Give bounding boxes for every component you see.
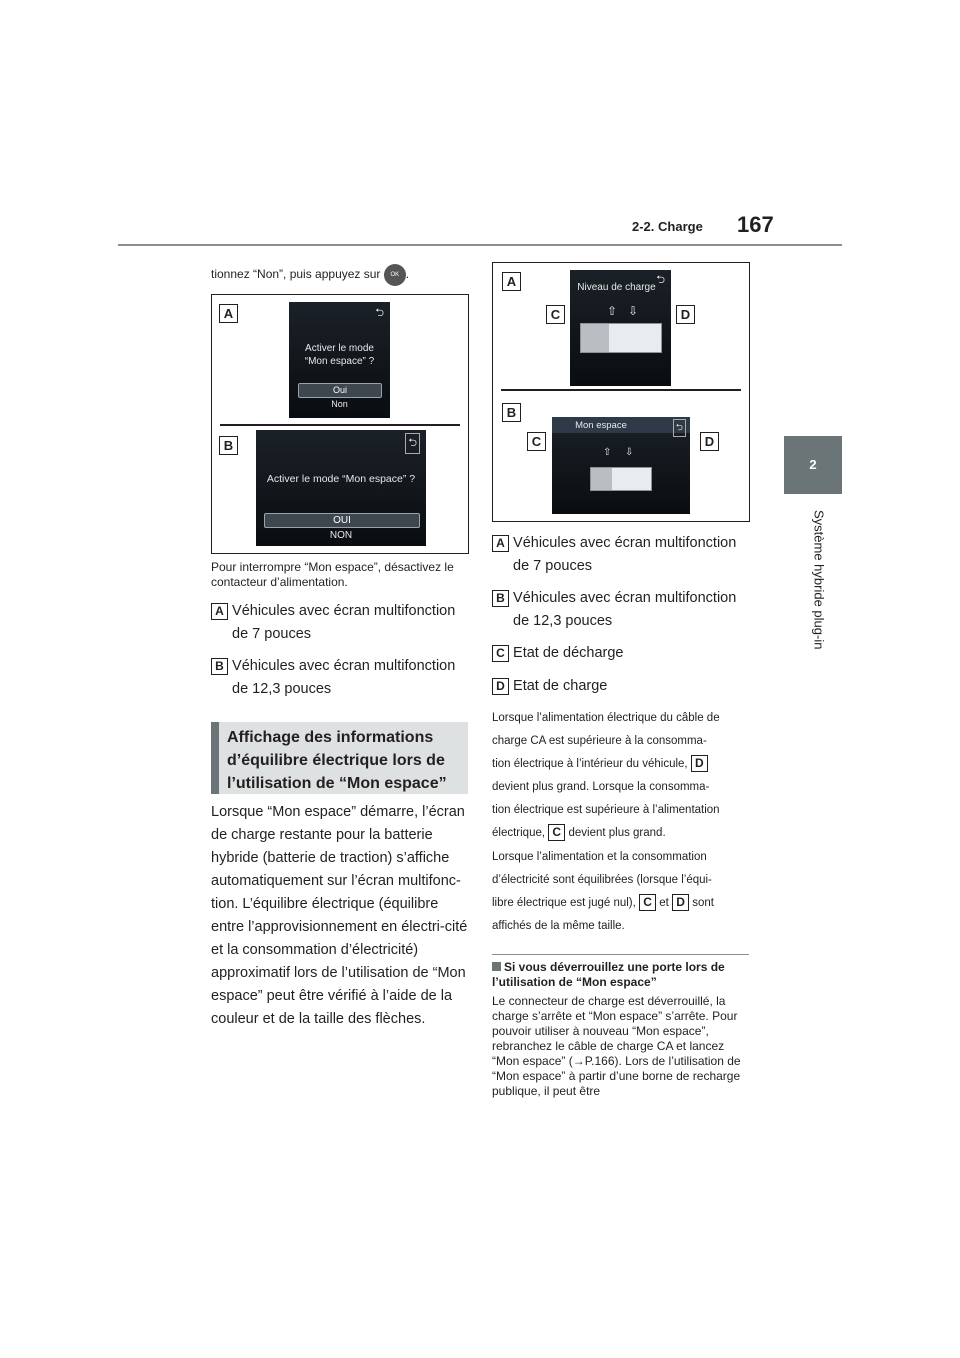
header-rule (118, 244, 842, 246)
legend-key: D (492, 678, 509, 695)
legend-text: Véhicules avec écran multifonction (232, 603, 456, 619)
figure-label-d: D (676, 305, 695, 324)
legend-key: A (492, 535, 509, 552)
figure-label-d: D (700, 432, 719, 451)
legend-key: C (492, 645, 509, 662)
para-line: devient plus grand. Lorsque la consomma- (492, 781, 710, 793)
legend-item (211, 655, 455, 701)
back-icon: ⮌ (656, 274, 665, 286)
no-option[interactable]: NON (329, 530, 353, 541)
explanation-paragraph-1 (492, 707, 750, 845)
legend-item (492, 587, 736, 633)
para-text: et (659, 897, 669, 909)
chapter-label-text: Système hybride plug-in (811, 510, 827, 650)
para-text: devient plus grand. (568, 827, 666, 839)
legend-key: B (492, 590, 509, 607)
screen-12-inch-mon-espace (552, 417, 690, 514)
figure-divider (501, 389, 741, 391)
discharge-arrow-icon: ⇧ (603, 447, 612, 458)
figure-caption: Pour interrompre “Mon espace”, désactivez le contacteur d’alimentation. (211, 560, 454, 589)
screen-7-inch (289, 302, 390, 418)
yes-option[interactable]: Oui (298, 383, 382, 398)
legend-item (211, 600, 455, 646)
figure-label-c: C (546, 305, 565, 324)
body-paragraph: Lorsque “Mon espace” démarre, l’écran de charge restante pour la batterie hybride (batterie de traction) s’affiche automatiquement sur l’écran multifonc-tion. L’équilibre électrique (équilibre entre l’approvisionnement en électri-cité et la consommation d’électricité) approximatif lors de l’utilisation de “Mon espace” peut être vérifié à l’aide de la couleur et de la taille des flèches. (211, 804, 468, 1027)
figure-label-b: B (502, 403, 521, 422)
legend-item (492, 642, 623, 665)
para-text: libre électrique est jugé nul), (492, 897, 636, 909)
legend-text-2: de 7 pouces (513, 558, 593, 574)
para-line: tion électrique est supérieure à l’alimentation (492, 804, 720, 816)
explanation-paragraph-2 (492, 846, 750, 938)
charge-arrow-icon: ⇩ (625, 447, 634, 458)
legend-key: B (211, 658, 228, 675)
para-line: Lorsque l’alimentation électrique du câble de (492, 712, 720, 724)
no-option[interactable]: Non (331, 399, 348, 409)
back-icon: ⮌ (375, 307, 384, 319)
screen-a-title: Activer le mode “Mon espace” ? (304, 343, 375, 367)
para-line: Lorsque l’alimentation et la consommation (492, 851, 707, 863)
figure-mon-espace-prompt (211, 294, 469, 554)
subsection-rule (492, 954, 749, 955)
page-number: 167 (737, 212, 774, 237)
para-line (492, 822, 750, 845)
screen-12-inch (256, 430, 426, 546)
legend-key: A (211, 603, 228, 620)
key-c: C (639, 894, 656, 911)
para-line (492, 753, 750, 776)
ok-button-icon: OK (384, 264, 406, 286)
figure-label-a: A (219, 304, 238, 323)
legend-text: Véhicules avec écran multifonction (232, 658, 456, 674)
legend-text: Véhicules avec écran multifonction (513, 535, 737, 551)
intro-line (211, 264, 409, 286)
back-icon: ⮌ (673, 419, 686, 437)
subsection-heading (492, 960, 749, 990)
battery-gauge (580, 323, 662, 353)
figure-label-b: B (219, 436, 238, 455)
para-line (492, 892, 750, 915)
legend-text-2: de 12,3 pouces (513, 613, 613, 629)
subsection-heading-text: Si vous déverrouillez une porte lors de l’utilisation de “Mon espace” (492, 960, 725, 989)
final-paragraph: Le connecteur de charge est déverrouillé, la charge s’arrête et “Mon espace” s’arrête. Pour pouvoir utiliser à nouveau “Mon espace”, rebranchez le câble de charge CA et lancez “Mon espace” (→P.166). Lors de l’utilisation de “Mon espace” à partir d’une borne de recharge publique, il peut être (492, 994, 741, 1098)
screen-a-title: Niveau de charge (577, 282, 656, 293)
para-text: électrique, (492, 827, 546, 839)
battery-gauge (590, 467, 652, 491)
figure-divider (220, 424, 460, 426)
legend-text: Etat de charge (513, 678, 608, 694)
legend-text: Etat de décharge (513, 645, 624, 661)
legend-item (492, 675, 607, 698)
intro-text: tionnez “Non”, puis appuyez sur (211, 267, 381, 282)
para-line: affichés de la même taille. (492, 920, 625, 932)
chapter-tab: 2 (784, 436, 842, 494)
key-d: D (691, 755, 708, 772)
screen-b-title: Activer le mode “Mon espace” ? (266, 473, 416, 485)
key-c: C (548, 824, 565, 841)
charge-arrow-icon: ⇩ (628, 304, 639, 318)
figure-label-c: C (527, 432, 546, 451)
para-text: sont (692, 897, 714, 909)
para-line: d’électricité sont équilibrées (lorsque l’équi- (492, 874, 712, 886)
intro-end: . (405, 267, 410, 282)
legend-item (492, 532, 736, 578)
para-line: charge CA est supérieure à la consomma- (492, 735, 707, 747)
legend-text: Véhicules avec écran multifonction (513, 590, 737, 606)
legend-text-2: de 7 pouces (232, 626, 312, 642)
discharge-arrow-icon: ⇧ (607, 304, 618, 318)
figure-charge-balance (492, 262, 750, 522)
para-text: tion électrique à l’intérieur du véhicule, (492, 758, 688, 770)
chapter-label (812, 510, 826, 710)
back-icon: ⮌ (405, 433, 420, 454)
yes-option[interactable]: OUI (264, 513, 420, 528)
screen-b-title: Mon espace (575, 420, 627, 431)
bullet-square-icon (492, 962, 501, 971)
section-title: 2-2. Charge (632, 219, 703, 234)
figure-label-a: A (502, 272, 521, 291)
legend-text-2: de 12,3 pouces (232, 681, 332, 697)
key-d: D (672, 894, 689, 911)
section-heading: Affichage des informations d’équilibre électrique lors de l’utilisation de “Mon espace” (211, 722, 468, 794)
screen-7-inch-charge-level (570, 270, 671, 386)
